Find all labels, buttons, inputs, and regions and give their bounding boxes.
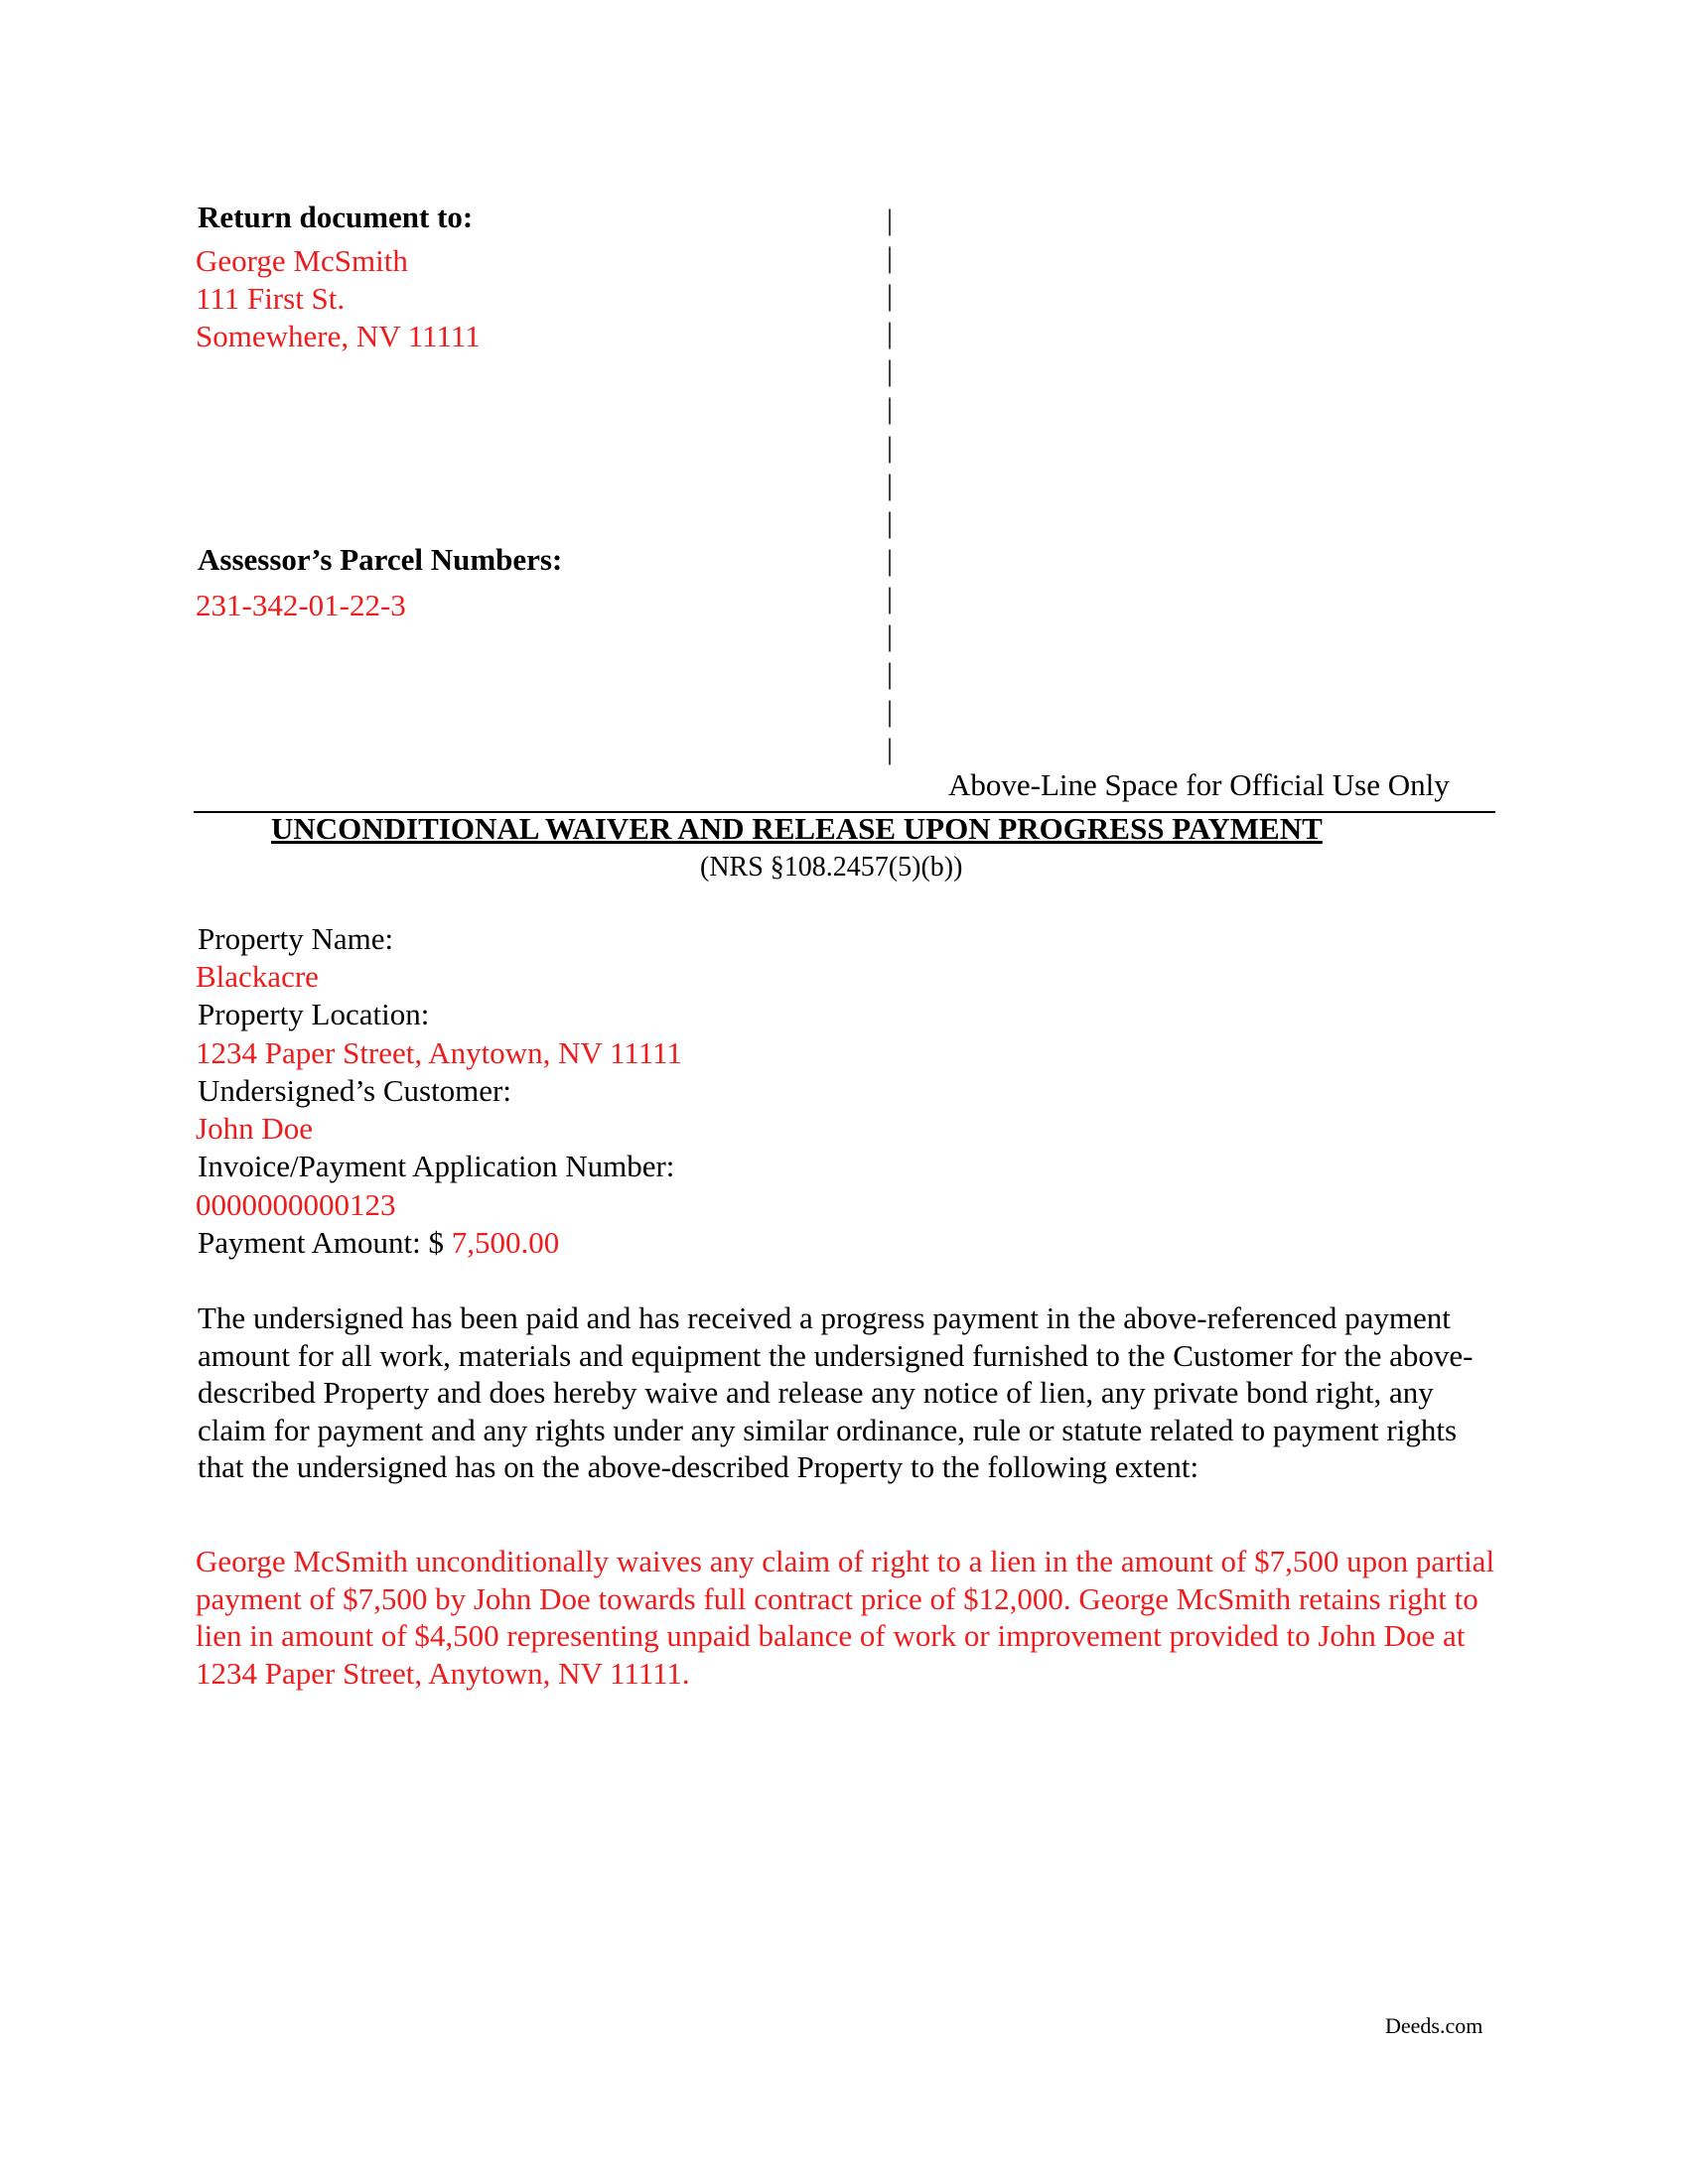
footer-brand: Deeds.com bbox=[1385, 2013, 1483, 2038]
separator-pipe: | bbox=[887, 354, 894, 388]
return-document-label: Return document to: bbox=[198, 200, 474, 234]
waiver-paragraph: The undersigned has been paid and has received a progress payment in the above-referenced payment amount for all work, materials and equipment the undersigned furnished to the Customer for the above-described Property and does hereby waive and release any notice of lien, any private bond right, any claim for payment and any rights under any similar ordinance, rule or statute related to payment rights that the undersigned has on the above-described Property to the following extent: bbox=[198, 1300, 1474, 1485]
separator-pipe: | bbox=[887, 695, 894, 729]
customer-value: John Doe bbox=[196, 1111, 313, 1146]
return-city: Somewhere, NV 11111 bbox=[196, 319, 481, 353]
recording-separator bbox=[887, 202, 893, 768]
property-name-value: Blackacre bbox=[196, 959, 319, 994]
separator-pipe: | bbox=[887, 241, 894, 275]
separator-pipe: | bbox=[887, 657, 894, 691]
official-use-label: Above-Line Space for Official Use Only bbox=[948, 767, 1450, 802]
invoice-value: 0000000000123 bbox=[196, 1187, 396, 1222]
separator-pipe: | bbox=[887, 430, 894, 464]
statute-citation: (NRS §108.2457(5)(b)) bbox=[700, 852, 963, 883]
payment-amount bbox=[198, 1224, 559, 1262]
return-street: 111 First St. bbox=[196, 281, 346, 316]
separator-pipe: | bbox=[887, 581, 894, 614]
apn-value: 231-342-01-22-3 bbox=[196, 588, 406, 622]
separator-pipe: | bbox=[887, 733, 894, 766]
property-name-label: Property Name: bbox=[198, 921, 394, 956]
payment-amount-value: 7,500.00 bbox=[451, 1225, 560, 1260]
property-location-label: Property Location: bbox=[198, 997, 430, 1031]
separator-pipe: | bbox=[887, 543, 894, 577]
waiver-extent-paragraph: George McSmith unconditionally waives any claim of right to a lien in the amount of $7,500 upon partial payment of $7,500 by John Doe towards full contract price of $12,000. George McSmith retains right to lien in amount of $4,500 representing unpaid balance of work or improvement provided to John Doe at 1234 Paper Street, Anytown, NV 11111. bbox=[196, 1544, 1495, 1691]
document-title: UNCONDITIONAL WAIVER AND RELEASE UPON PROGRESS PAYMENT bbox=[271, 811, 1323, 846]
separator-pipe: | bbox=[887, 392, 894, 426]
separator-pipe: | bbox=[887, 317, 894, 350]
return-name: George McSmith bbox=[196, 243, 408, 278]
separator-pipe: | bbox=[887, 505, 894, 539]
separator-pipe: | bbox=[887, 468, 894, 501]
invoice-label: Invoice/Payment Application Number: bbox=[198, 1149, 675, 1183]
customer-label: Undersigned’s Customer: bbox=[198, 1073, 511, 1108]
apn-label: Assessor’s Parcel Numbers: bbox=[198, 542, 563, 577]
separator-pipe: | bbox=[887, 279, 894, 313]
payment-amount-label: Payment Amount: $ bbox=[198, 1225, 452, 1260]
property-location-value: 1234 Paper Street, Anytown, NV 11111 bbox=[196, 1035, 682, 1070]
separator-pipe: | bbox=[887, 619, 894, 653]
separator-pipe: | bbox=[887, 204, 894, 236]
